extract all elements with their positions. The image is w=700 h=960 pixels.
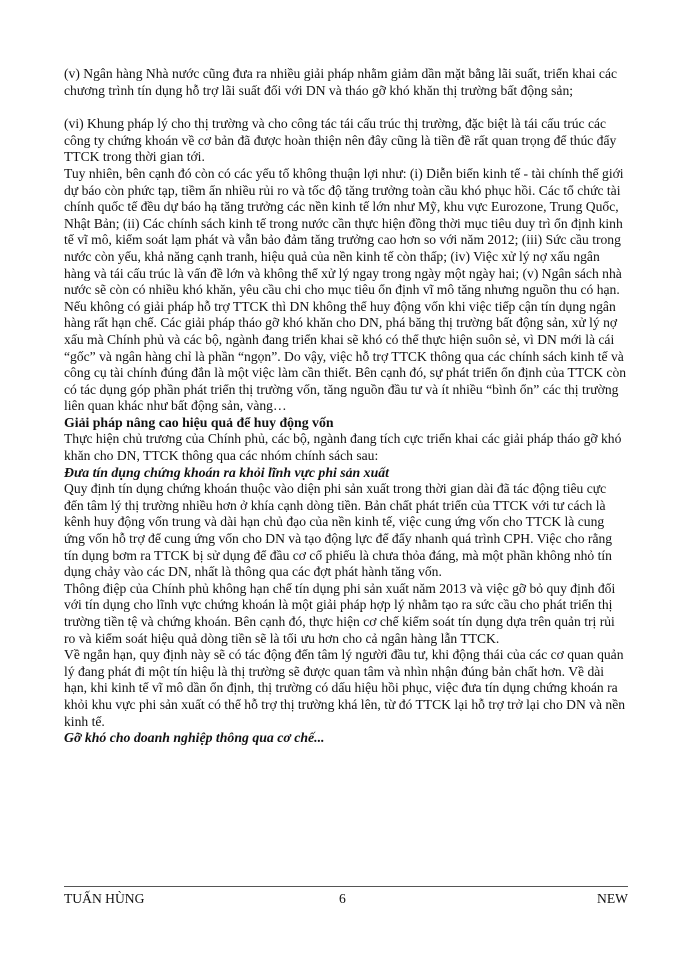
subheading-enterprise-mechanism: Gỡ khó cho doanh nghiệp thông qua cơ chế... [64,730,325,746]
footer-source: NEW [597,891,628,906]
paragraph-support-necessity: Nếu không có giải pháp hỗ trợ TTCK thì DN không thể huy động vốn khi việc tiếp cận tín dụng ngân hàng rất hạn chế. Các giải pháp tháo gỡ khó khăn cho DN, phá băng thị trường bất động sản, xử lý nợ xấu mà Chính phủ và các bộ, ngành đang triển khai sẽ khó có thể thực hiện suôn sẻ, vì DN mới là cái “gốc” và ngân hàng chỉ là phần “ngọn”. Do vậy, việc hỗ trợ TTCK thông qua các chính sách kinh tế và công cụ tài chính đúng đắn là một việc làm cần thiết. Bên cạnh đó, sự phát triển ổn định của TTCK còn có tác dụng góp phần phát triển thị trường vốn, tăng nguồn đầu tư và ít nhiều “bình ổn” các thị trường liên quan khác như bất động sản, vàng… [64,298,627,414]
paragraph-v-state-bank: (v) Ngân hàng Nhà nước cũng đưa ra nhiều giải pháp nhằm giảm dần mặt bằng lãi suất, triển khai các chương trình tín dụng hỗ trợ lãi suất đối với DN và tháo gỡ khó khăn thị trường bất động sản; [64,66,618,98]
footer-author: TUẤN HÙNG [64,891,145,906]
page-footer [64,891,628,911]
paragraph-unfavorable-factors: Tuy nhiên, bên cạnh đó còn có các yếu tố không thuận lợi như: (i) Diễn biến kinh tế - tài chính thế giới dự báo còn phức tạp, tiềm ẩn nhiều rủi ro và tốc độ tăng trưởng toàn cầu khó phục hồi. Các tổ chức tài chính quốc tế đều dự báo hạ tăng trưởng các nền kinh tế lớn như Mỹ, khu vực Eurozone, Trung Quốc, Nhật Bản; (ii) Các chính sách kinh tế trong nước cần thực hiện đồng thời mục tiêu duy trì ổn định kinh tế vĩ mô, kiểm soát lạm phát và vẫn bảo đảm tăng trưởng cao hơn so với năm 2012; (iii) Sức cầu trong nước còn yếu, khả năng cạnh tranh, hiệu quả của nền kinh tế còn thấp; (iv) Việc xử lý nợ xấu ngân hàng và tái cấu trúc là vấn đề lớn và không thể xử lý ngay trong ngày một ngày hai; (v) Ngân sách nhà nước sẽ còn có nhiều khó khăn, yêu cầu chi cho mục tiêu ổn định vĩ mô tăng nhưng nguồn thu có hạn. [64,165,624,298]
document-body [64,66,628,747]
subheading-securities-credit: Đưa tín dụng chứng khoán ra khỏi lĩnh vực phi sản xuất [64,464,389,480]
paragraph-government-message: Thông điệp của Chính phủ không hạn chế tín dụng phi sản xuất năm 2013 và việc gỡ bỏ quy định đối với tín dụng cho lĩnh vực chứng khoán là một giải pháp hợp lý nhằm tạo ra sức cầu cho phát triển thị trường tiền tệ và chứng khoán. Bên cạnh đó, thực hiện cơ chế kiểm soát tín dụng dựa trên quản trị rủi ro và kiểm soát hiệu quả dòng tiền sẽ là tối ưu hơn cho cả ngân hàng lẫn TTCK. [64,580,616,646]
section-heading-capital-mobilization: Giải pháp nâng cao hiệu quả để huy động vốn [64,414,334,430]
paragraph-short-long-term: Về ngắn hạn, quy định này sẽ có tác động đến tâm lý người đầu tư, khi động thái của các cơ quan quản lý đang phát đi một tín hiệu là thị trường sẽ được quan tâm và nhìn nhận đúng bản chất hơn. Về dài hạn, khi kinh tế vĩ mô dần ổn định, thị trường có dấu hiệu hồi phục, việc đưa tín dụng chứng khoán ra khỏi khu vực phi sản xuất có thể hỗ trợ thị trường khá lên, từ đó TTCK lại hỗ trợ trở lại cho DN và nền kinh tế. [64,647,626,729]
paragraph-policy-groups: Thực hiện chủ trương của Chính phủ, các bộ, ngành đang tích cực triển khai các giải pháp tháo gỡ khó khăn cho DN, TTCK thông qua các nhóm chính sách sau: [64,431,622,464]
paragraph-credit-regulation: Quy định tín dụng chứng khoán thuộc vào diện phi sản xuất trong thời gian dài đã tác động tiêu cực đến tâm lý thị trường nhiều hơn ở khía cạnh dòng tiền. Bản chất phát triển của TTCK với tư cách là kênh huy động vốn trung và dài hạn chủ đạo của nền kinh tế, việc cung ứng vốn cho TTCK là cung ứng vốn hỗ trợ để cung ứng vốn cho DN và tạo động lực để đẩy nhanh quá trình CPH. Việc cho rằng tín dụng bơm ra TTCK bị sử dụng để đầu cơ cổ phiếu là chưa thỏa đáng, mà một phần không nhỏ tín dụng chảy vào các DN, nhất là thông qua các đợt phát hành tăng vốn. [64,481,613,580]
footer-page-number: 6 [339,891,346,906]
footer-divider [64,886,628,887]
paragraph-vi-legal-framework: (vi) Khung pháp lý cho thị trường và cho công tác tái cấu trúc thị trường, đặc biệt là tái cấu trúc các công ty chứng khoán về cơ bản đã được hoàn thiện nên đây cũng là tiền đề rất quan trọng để thúc đẩy TTCK trong thời gian tới. [64,116,617,165]
